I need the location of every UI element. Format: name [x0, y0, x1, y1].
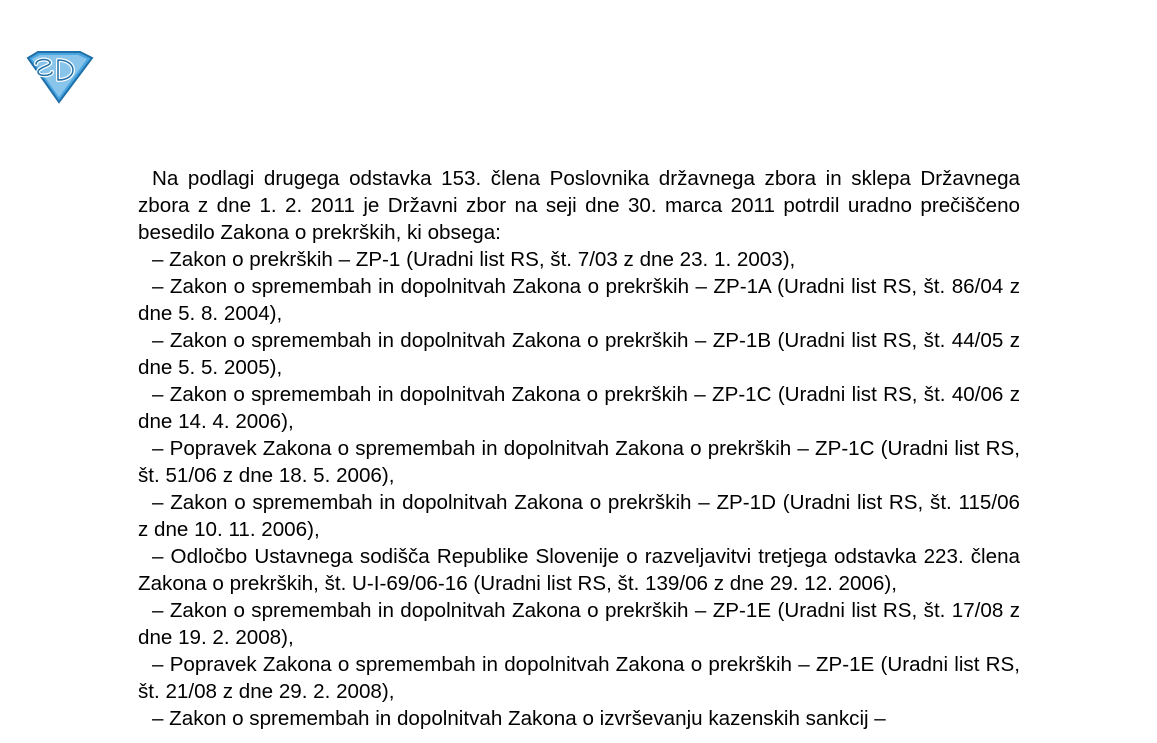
intro-paragraph: Na podlagi drugega odstavka 153. člena Poslovnika državnega zbora in sklepa Državnega zbora z dne 1. 2. 2011 je Državni zbor na seji dne 30. marca 2011 potrdil uradno prečiščeno besedilo Zakona o prekrških, ki obsega: — [138, 167, 1020, 244]
logo — [22, 50, 96, 104]
list-item: – Zakon o spremembah in dopolnitvah Zakona o izvrševanju kazenskih sankcij – — [152, 707, 886, 730]
list-item: – Popravek Zakona o spremembah in dopolnitvah Zakona o prekrških – ZP-1C (Uradni list RS, št. 51/06 z dne 18. 5. 2006), — [138, 437, 1020, 487]
list-item: – Zakon o spremembah in dopolnitvah Zakona o prekrških – ZP-1D (Uradni list RS, št. 115/06 z dne 10. 11. 2006), — [138, 491, 1020, 541]
list-item: – Zakon o spremembah in dopolnitvah Zakona o prekrških – ZP-1C (Uradni list RS, št. 40/06 z dne 14. 4. 2006), — [138, 383, 1020, 433]
document-body — [138, 165, 1020, 732]
list-item: – Zakon o prekrških – ZP-1 (Uradni list RS, št. 7/03 z dne 23. 1. 2003), — [152, 248, 796, 271]
list-item: – Zakon o spremembah in dopolnitvah Zakona o prekrških – ZP-1A (Uradni list RS, št. 86/04 z dne 5. 8. 2004), — [138, 275, 1020, 325]
list-item: – Zakon o spremembah in dopolnitvah Zakona o prekrških – ZP-1B (Uradni list RS, št. 44/05 z dne 5. 5. 2005), — [138, 329, 1020, 379]
list-item: – Odločbo Ustavnega sodišča Republike Slovenije o razveljavitvi tretjega odstavka 223. člena Zakona o prekrških, št. U-I-69/06-16 (Uradni list RS, št. 139/06 z dne 29. 12. 2006), — [138, 545, 1020, 595]
list-item: – Zakon o spremembah in dopolnitvah Zakona o prekrških – ZP-1E (Uradni list RS, št. 17/08 z dne 19. 2. 2008), — [138, 599, 1020, 649]
list-item: – Popravek Zakona o spremembah in dopolnitvah Zakona o prekrških – ZP-1E (Uradni list RS, št. 21/08 z dne 29. 2. 2008), — [138, 653, 1020, 703]
sd-shield-logo-icon — [22, 50, 96, 104]
